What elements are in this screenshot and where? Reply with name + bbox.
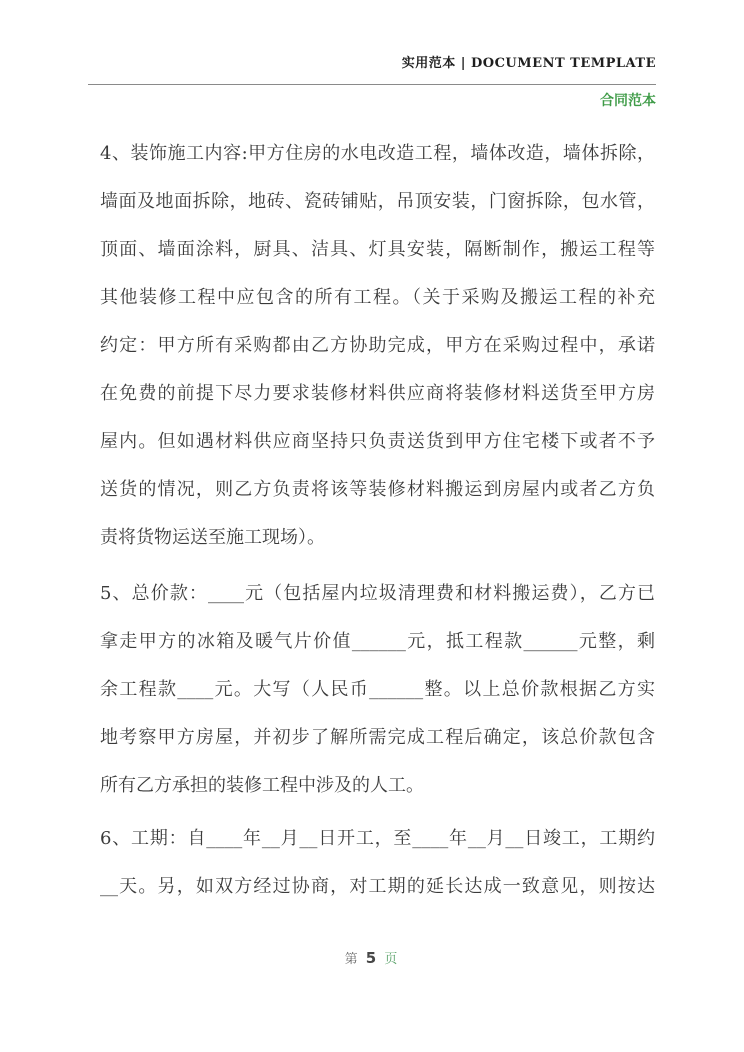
contract-line: 墙面及地面拆除，地砖、瓷砖铺贴，吊顶安装，门窗拆除，包水管， xyxy=(100,191,655,212)
doc-type-label: 合同范本 xyxy=(600,93,656,109)
contract-line: 其他装修工程中应包含的所有工程。（关于采购及搬运工程的补充 xyxy=(100,287,655,308)
contract-line: 顶面、墙面涂料，厨具、洁具、灯具安装，隔断制作，搬运工程等 xyxy=(100,239,655,260)
contract-line: 责将货物运送至施工现场）。 xyxy=(100,527,325,548)
contract-paragraph-clause-4 xyxy=(100,130,655,562)
page-number: 5 xyxy=(365,949,379,967)
contract-line: 屋内。但如遇材料供应商坚持只负责送货到甲方住宅楼下或者不予 xyxy=(100,431,655,452)
page-number-suffix: 页 xyxy=(384,952,400,967)
header-divider xyxy=(88,84,656,85)
contract-line: 余工程款____元。大写（人民币______整。以上总价款根据乙方实 xyxy=(100,679,655,700)
contract-body xyxy=(100,130,655,911)
contract-line: 地考察甲方房屋，并初步了解所需完成工程后确定，该总价款包含 xyxy=(100,727,655,748)
contract-line: 6、工期：自____年__月__日开工，至____年__月__日竣工，工期约 xyxy=(100,828,655,849)
contract-line: 约定：甲方所有采购都由乙方协助完成，甲方在采购过程中，承诺 xyxy=(100,335,655,356)
brand-title: 实用范本 | DOCUMENT TEMPLATE xyxy=(401,56,656,71)
page-number-prefix: 第 xyxy=(344,952,360,967)
contract-line: 4、装饰施工内容:甲方住房的水电改造工程，墙体改造，墙体拆除， xyxy=(100,143,655,164)
contract-paragraph-clause-6 xyxy=(100,815,655,911)
contract-line: __天。另，如双方经过协商，对工期的延长达成一致意见，则按达 xyxy=(100,876,655,897)
contract-line: 所有乙方承担的装修工程中涉及的人工。 xyxy=(100,775,424,796)
page-footer xyxy=(0,948,744,967)
contract-line: 送货的情况，则乙方负责将该等装修材料搬运到房屋内或者乙方负 xyxy=(100,479,655,500)
contract-line: 拿走甲方的冰箱及暖气片价值______元，抵工程款______元整，剩 xyxy=(100,631,655,652)
contract-line: 在免费的前提下尽力要求装修材料供应商将装修材料送货至甲方房 xyxy=(100,383,655,404)
contract-line: 5、总价款：____元（包括屋内垃圾清理费和材料搬运费），乙方已 xyxy=(100,583,655,604)
contract-paragraph-clause-5 xyxy=(100,570,655,810)
